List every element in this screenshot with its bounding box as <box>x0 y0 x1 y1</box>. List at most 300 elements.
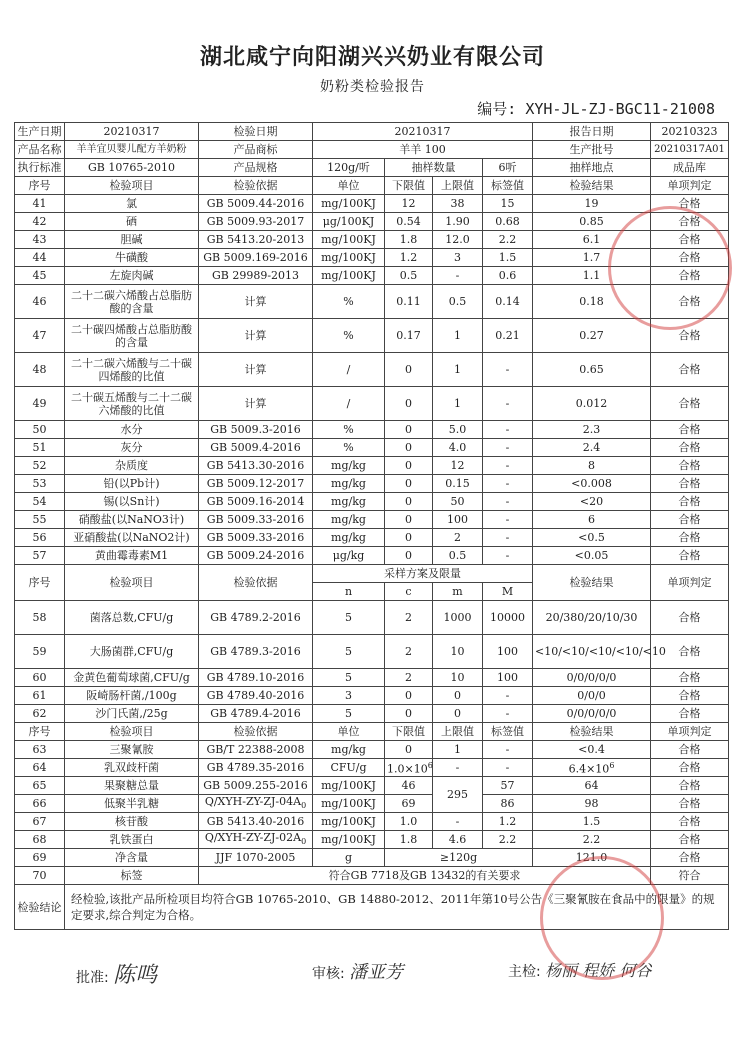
table-row <box>15 601 729 635</box>
label-cell: - <box>483 741 533 759</box>
result-cell: 2.3 <box>533 421 651 439</box>
sample-qty-label: 抽样数量 <box>385 159 483 177</box>
item-cell: 果聚糖总量 <box>65 777 199 795</box>
judge-cell: 合格 <box>651 439 729 457</box>
label-cell: - <box>483 511 533 529</box>
basis-cell: GB 5009.44-2016 <box>199 195 313 213</box>
item-cell: 二十碳五烯酸与二十二碳六烯酸的比值 <box>65 387 199 421</box>
conclusion-text: 经检验,该批产品所检项目均符合GB 10765-2010、GB 14880-2012、2011年第10号公告《三聚氰胺在食品中的限量》的规定要求,综合判定为合格。 <box>65 885 729 930</box>
requirement-cell: 符合GB 7718及GB 13432的有关要求 <box>199 867 651 885</box>
col3-item: 检验项目 <box>65 723 199 741</box>
table-row <box>15 493 729 511</box>
table-row <box>15 319 729 353</box>
c-cell: 0 <box>385 705 433 723</box>
result-cell: 0.012 <box>533 387 651 421</box>
judge-cell: 合格 <box>651 353 729 387</box>
M-cell: 100 <box>483 669 533 687</box>
label-cell: - <box>483 475 533 493</box>
sample-place: 成品库 <box>651 159 729 177</box>
basis-cell: 计算 <box>199 319 313 353</box>
lower-cell: 0 <box>385 353 433 387</box>
lower-cell: 0 <box>385 421 433 439</box>
table-row <box>15 213 729 231</box>
judge-cell: 合格 <box>651 421 729 439</box>
table-row <box>15 353 729 387</box>
item-cell: 三聚氰胺 <box>65 741 199 759</box>
report-date-label: 报告日期 <box>533 123 651 141</box>
unit-cell: μg/kg <box>313 547 385 565</box>
lower-cell: 0.11 <box>385 285 433 319</box>
report-title: 奶粉类检验报告 <box>320 79 425 95</box>
upper-cell: 0.5 <box>433 285 483 319</box>
judge-cell: 合格 <box>651 285 729 319</box>
col2-judge: 单项判定 <box>651 565 729 601</box>
unit-cell: mg/100KJ <box>313 795 385 813</box>
lower-cell: 1.0 <box>385 813 433 831</box>
result-cell: 0.27 <box>533 319 651 353</box>
unit-cell: / <box>313 353 385 387</box>
seq-cell: 41 <box>15 195 65 213</box>
col-judge: 单项判定 <box>651 177 729 195</box>
col3-unit: 单位 <box>313 723 385 741</box>
item-cell: 硒 <box>65 213 199 231</box>
item-cell: 阪崎肠杆菌,/100g <box>65 687 199 705</box>
item-cell: 核苷酸 <box>65 813 199 831</box>
table-row <box>15 705 729 723</box>
col3-upper: 上限值 <box>433 723 483 741</box>
conclusion-label: 检验结论 <box>15 885 65 930</box>
table-row <box>15 475 729 493</box>
unit-cell: mg/kg <box>313 493 385 511</box>
basis-base: Q/XYH-ZY-ZJ-02A <box>204 831 302 845</box>
upper-cell: 2 <box>433 529 483 547</box>
col-result: 检验结果 <box>533 177 651 195</box>
document-number <box>477 98 715 119</box>
result-cell: 0.85 <box>533 213 651 231</box>
unit-cell: μg/100KJ <box>313 213 385 231</box>
result-cell <box>533 759 651 777</box>
c-cell: 2 <box>385 669 433 687</box>
table-row <box>15 777 729 795</box>
upper-cell: 12.0 <box>433 231 483 249</box>
M-cell: - <box>483 687 533 705</box>
judge-cell: 合格 <box>651 511 729 529</box>
test-date: 20210317 <box>313 123 533 141</box>
result-cell: 20/380/20/10/30 <box>533 601 651 635</box>
col-label: 标签值 <box>483 177 533 195</box>
table-row <box>15 813 729 831</box>
n-cell: 5 <box>313 705 385 723</box>
col3-basis: 检验依据 <box>199 723 313 741</box>
seq-cell: 59 <box>15 635 65 669</box>
unit-cell: mg/100KJ <box>313 267 385 285</box>
seq-cell: 49 <box>15 387 65 421</box>
basis-cell <box>199 831 313 849</box>
judge-cell: 合格 <box>651 741 729 759</box>
upper-cell: 5.0 <box>433 421 483 439</box>
lower-cell: 0 <box>385 475 433 493</box>
m-cell: 1000 <box>433 601 483 635</box>
lower-base: 1.0×10 <box>387 762 428 776</box>
seq-cell: 53 <box>15 475 65 493</box>
col-unit: 单位 <box>313 177 385 195</box>
product-name-label: 产品名称 <box>15 141 65 159</box>
basis-cell: GB 5009.16-2014 <box>199 493 313 511</box>
label-cell: 0.68 <box>483 213 533 231</box>
col-lower: 下限值 <box>385 177 433 195</box>
label-cell: - <box>483 529 533 547</box>
result-cell: 2.4 <box>533 439 651 457</box>
unit-cell: mg/kg <box>313 475 385 493</box>
upper-cell: 3 <box>433 249 483 267</box>
review-label: 审核: <box>312 966 345 982</box>
upper-cell: 0.15 <box>433 475 483 493</box>
result-cell: 8 <box>533 457 651 475</box>
seq-cell: 55 <box>15 511 65 529</box>
judge-cell: 合格 <box>651 795 729 813</box>
basis-cell: GB 4789.3-2016 <box>199 635 313 669</box>
item-cell: 水分 <box>65 421 199 439</box>
judge-cell: 合格 <box>651 195 729 213</box>
table-row <box>15 421 729 439</box>
unit-cell: mg/kg <box>313 741 385 759</box>
unit-cell: % <box>313 285 385 319</box>
item-cell: 菌落总数,CFU/g <box>65 601 199 635</box>
basis-cell: 计算 <box>199 353 313 387</box>
basis-cell: GB 4789.40-2016 <box>199 687 313 705</box>
lower-cell: 0 <box>385 493 433 511</box>
lower-cell: 0.17 <box>385 319 433 353</box>
basis-cell: GB 5009.12-2017 <box>199 475 313 493</box>
result-cell: 6.1 <box>533 231 651 249</box>
seq-cell: 60 <box>15 669 65 687</box>
table-row <box>15 849 729 867</box>
upper-cell: 50 <box>433 493 483 511</box>
seq-cell: 44 <box>15 249 65 267</box>
label-cell: - <box>483 457 533 475</box>
upper-cell: - <box>433 267 483 285</box>
judge-cell: 合格 <box>651 387 729 421</box>
item-cell: 灰分 <box>65 439 199 457</box>
result-cell: 6 <box>533 511 651 529</box>
col3-result: 检验结果 <box>533 723 651 741</box>
c-cell: 2 <box>385 601 433 635</box>
tester-signature <box>508 958 651 981</box>
company-name: 湖北咸宁向阳湖兴兴奶业有限公司 <box>199 45 545 70</box>
spec: 120g/听 <box>313 159 385 177</box>
col2-item: 检验项目 <box>65 565 199 601</box>
table-row <box>15 795 729 813</box>
standard-label: 执行标准 <box>15 159 65 177</box>
judge-cell: 合格 <box>651 249 729 267</box>
seq-cell: 43 <box>15 231 65 249</box>
basis-cell: GB 5009.24-2016 <box>199 547 313 565</box>
basis-cell: GB 4789.35-2016 <box>199 759 313 777</box>
unit-cell: mg/100KJ <box>313 813 385 831</box>
judge-cell: 合格 <box>651 529 729 547</box>
seq-cell: 56 <box>15 529 65 547</box>
sample-qty: 6听 <box>483 159 533 177</box>
item-cell: 硝酸盐(以NaNO3计) <box>65 511 199 529</box>
item-cell: 锡(以Sn计) <box>65 493 199 511</box>
col-basis: 检验依据 <box>199 177 313 195</box>
item-cell: 乳双歧杆菌 <box>65 759 199 777</box>
table-row <box>15 547 729 565</box>
col3-judge: 单项判定 <box>651 723 729 741</box>
brand-label: 产品商标 <box>199 141 313 159</box>
lower-cell: 1.2 <box>385 249 433 267</box>
table-row <box>15 635 729 669</box>
approve-name: 陈鸣 <box>113 963 158 988</box>
m-cell: 0 <box>433 705 483 723</box>
seq-cell: 51 <box>15 439 65 457</box>
upper-cell: 38 <box>433 195 483 213</box>
result-cell: 121.0 <box>533 849 651 867</box>
judge-cell: 合格 <box>651 457 729 475</box>
unit-cell: / <box>313 387 385 421</box>
basis-subscript: 0 <box>301 801 307 811</box>
lower-cell: 46 <box>385 777 433 795</box>
seq-cell: 48 <box>15 353 65 387</box>
unit-cell: mg/100KJ <box>313 831 385 849</box>
seq-cell: 45 <box>15 267 65 285</box>
table-row <box>15 387 729 421</box>
result-cell: 0.65 <box>533 353 651 387</box>
judge-cell: 合格 <box>651 601 729 635</box>
result-cell: 0/0/0 <box>533 687 651 705</box>
item-cell: 二十二碳六烯酸占总脂肪酸的含量 <box>65 285 199 319</box>
upper-cell: 1 <box>433 353 483 387</box>
item-cell: 金黄色葡萄球菌,CFU/g <box>65 669 199 687</box>
table-row <box>15 439 729 457</box>
basis-cell: GB 5009.3-2016 <box>199 421 313 439</box>
result-cell: 64 <box>533 777 651 795</box>
lower-cell: 0 <box>385 439 433 457</box>
basis-cell <box>199 795 313 813</box>
standard: GB 10765-2010 <box>65 159 199 177</box>
conclusion-row <box>15 885 729 930</box>
doc-no-value: XYH-JL-ZJ-BGC11-21008 <box>525 100 715 118</box>
unit-cell: mg/100KJ <box>313 249 385 267</box>
basis-cell: GB 5009.169-2016 <box>199 249 313 267</box>
upper-cell: 1 <box>433 387 483 421</box>
table-row <box>15 457 729 475</box>
unit-cell: CFU/g <box>313 759 385 777</box>
n-cell: 5 <box>313 669 385 687</box>
unit-cell: % <box>313 439 385 457</box>
lower-cell: 0 <box>385 547 433 565</box>
table-row <box>15 267 729 285</box>
seq-cell: 64 <box>15 759 65 777</box>
result-cell: 1.7 <box>533 249 651 267</box>
label-cell: - <box>483 387 533 421</box>
judge-cell: 合格 <box>651 813 729 831</box>
col2-plan: 采样方案及限量 <box>313 565 533 583</box>
item-cell: 胆碱 <box>65 231 199 249</box>
basis-cell: GB 4789.2-2016 <box>199 601 313 635</box>
item-cell: 沙门氏菌,/25g <box>65 705 199 723</box>
upper-cell: 0.5 <box>433 547 483 565</box>
result-base: 6.4×10 <box>568 762 610 776</box>
unit-cell: % <box>313 319 385 353</box>
item-cell: 亚硝酸盐(以NaNO2计) <box>65 529 199 547</box>
header-row-2a <box>15 565 729 583</box>
label-cell: 1.2 <box>483 813 533 831</box>
table-row <box>15 285 729 319</box>
judge-cell: 合格 <box>651 687 729 705</box>
result-cell: 0/0/0/0/0 <box>533 669 651 687</box>
lower-cell: 0.54 <box>385 213 433 231</box>
seq-cell: 70 <box>15 867 65 885</box>
col3-seq: 序号 <box>15 723 65 741</box>
basis-subscript: 0 <box>301 837 307 847</box>
unit-cell: mg/100KJ <box>313 231 385 249</box>
col-item: 检验项目 <box>65 177 199 195</box>
review-name: 潘亚芳 <box>349 962 404 983</box>
header-row-1 <box>15 177 729 195</box>
upper-cell: 12 <box>433 457 483 475</box>
item-cell: 二十二碳六烯酸与二十碳四烯酸的比值 <box>65 353 199 387</box>
c-cell: 2 <box>385 635 433 669</box>
item-cell: 黄曲霉毒素M1 <box>65 547 199 565</box>
judge-cell: 合格 <box>651 831 729 849</box>
header-row-3 <box>15 723 729 741</box>
table-row <box>15 867 729 885</box>
label-cell: 57 <box>483 777 533 795</box>
unit-cell: mg/100KJ <box>313 195 385 213</box>
judge-cell: 合格 <box>651 849 729 867</box>
seq-cell: 58 <box>15 601 65 635</box>
table-row <box>15 669 729 687</box>
seq-cell: 66 <box>15 795 65 813</box>
table-row <box>15 249 729 267</box>
prod-date-label: 生产日期 <box>15 123 65 141</box>
judge-cell: 合格 <box>651 635 729 669</box>
seq-cell: 69 <box>15 849 65 867</box>
item-cell: 氯 <box>65 195 199 213</box>
report-date: 20210323 <box>651 123 729 141</box>
label-cell: - <box>483 353 533 387</box>
label-cell: - <box>483 493 533 511</box>
basis-cell: GB 4789.4-2016 <box>199 705 313 723</box>
item-cell: 铅(以Pb计) <box>65 475 199 493</box>
table-row <box>15 741 729 759</box>
m-cell: 10 <box>433 669 483 687</box>
seq-cell: 52 <box>15 457 65 475</box>
table-row <box>15 759 729 777</box>
seq-cell: 50 <box>15 421 65 439</box>
inspection-table <box>14 122 729 930</box>
result-cell: 0/0/0/0/0 <box>533 705 651 723</box>
judge-cell: 合格 <box>651 705 729 723</box>
table-row <box>15 529 729 547</box>
seq-cell: 46 <box>15 285 65 319</box>
approve-label: 批准: <box>76 970 109 986</box>
label-cell: 15 <box>483 195 533 213</box>
upper-cell: 100 <box>433 511 483 529</box>
seq-cell: 62 <box>15 705 65 723</box>
label-cell: 0.14 <box>483 285 533 319</box>
item-cell: 左旋肉碱 <box>65 267 199 285</box>
col2-result: 检验结果 <box>533 565 651 601</box>
unit-cell: g <box>313 849 385 867</box>
M-cell: 100 <box>483 635 533 669</box>
basis-cell: GB 5009.4-2016 <box>199 439 313 457</box>
basis-cell: GB 5413.30-2016 <box>199 457 313 475</box>
lower-cell: 69 <box>385 795 433 813</box>
judge-cell: 合格 <box>651 669 729 687</box>
seq-cell: 47 <box>15 319 65 353</box>
col2-seq: 序号 <box>15 565 65 601</box>
result-exponent: 6 <box>609 761 615 771</box>
lower-exponent: 6 <box>427 761 433 771</box>
judge-cell: 合格 <box>651 213 729 231</box>
lower-cell: 1.8 <box>385 231 433 249</box>
n-cell: 3 <box>313 687 385 705</box>
upper-cell: 1.90 <box>433 213 483 231</box>
col2-M: M <box>483 583 533 601</box>
result-cell: 98 <box>533 795 651 813</box>
result-cell: <10/<10/<10/<10/<10 <box>533 635 651 669</box>
basis-cell: GB 5009.255-2016 <box>199 777 313 795</box>
basis-cell: GB 4789.10-2016 <box>199 669 313 687</box>
basis-cell: JJF 1070-2005 <box>199 849 313 867</box>
item-cell: 净含量 <box>65 849 199 867</box>
upper-cell: 1 <box>433 319 483 353</box>
M-cell: 10000 <box>483 601 533 635</box>
tester-name: 杨丽 程娇 何谷 <box>545 961 652 980</box>
label-cell: 2.2 <box>483 831 533 849</box>
table-row <box>15 231 729 249</box>
judge-cell: 合格 <box>651 777 729 795</box>
lower-cell: 0 <box>385 529 433 547</box>
review-signature <box>312 958 403 984</box>
batch-no: 20210317A01 <box>651 141 729 159</box>
upper-cell: 1 <box>433 741 483 759</box>
col-upper: 上限值 <box>433 177 483 195</box>
item-cell: 乳铁蛋白 <box>65 831 199 849</box>
approve-signature <box>76 958 157 989</box>
item-cell: 二十碳四烯酸占总脂肪酸的含量 <box>65 319 199 353</box>
n-cell: 5 <box>313 635 385 669</box>
result-cell: 1.5 <box>533 813 651 831</box>
test-date-label: 检验日期 <box>199 123 313 141</box>
seq-cell: 68 <box>15 831 65 849</box>
unit-cell: mg/kg <box>313 529 385 547</box>
judge-cell: 合格 <box>651 759 729 777</box>
result-cell: <0.4 <box>533 741 651 759</box>
basis-base: Q/XYH-ZY-ZJ-04A <box>204 795 302 808</box>
c-cell: 0 <box>385 687 433 705</box>
judge-cell: 合格 <box>651 231 729 249</box>
label-cell: 0.6 <box>483 267 533 285</box>
table-row <box>15 831 729 849</box>
sample-place-label: 抽样地点 <box>533 159 651 177</box>
table-row <box>15 195 729 213</box>
batch-label: 生产批号 <box>533 141 651 159</box>
result-cell: <0.008 <box>533 475 651 493</box>
judge-cell: 合格 <box>651 493 729 511</box>
lower-cell: 1.8 <box>385 831 433 849</box>
upper-cell: - <box>433 813 483 831</box>
info-row-3 <box>15 159 729 177</box>
col2-c: c <box>385 583 433 601</box>
m-cell: 10 <box>433 635 483 669</box>
lower-cell: 0 <box>385 457 433 475</box>
M-cell: - <box>483 705 533 723</box>
lower-cell: 12 <box>385 195 433 213</box>
label-cell: - <box>483 439 533 457</box>
